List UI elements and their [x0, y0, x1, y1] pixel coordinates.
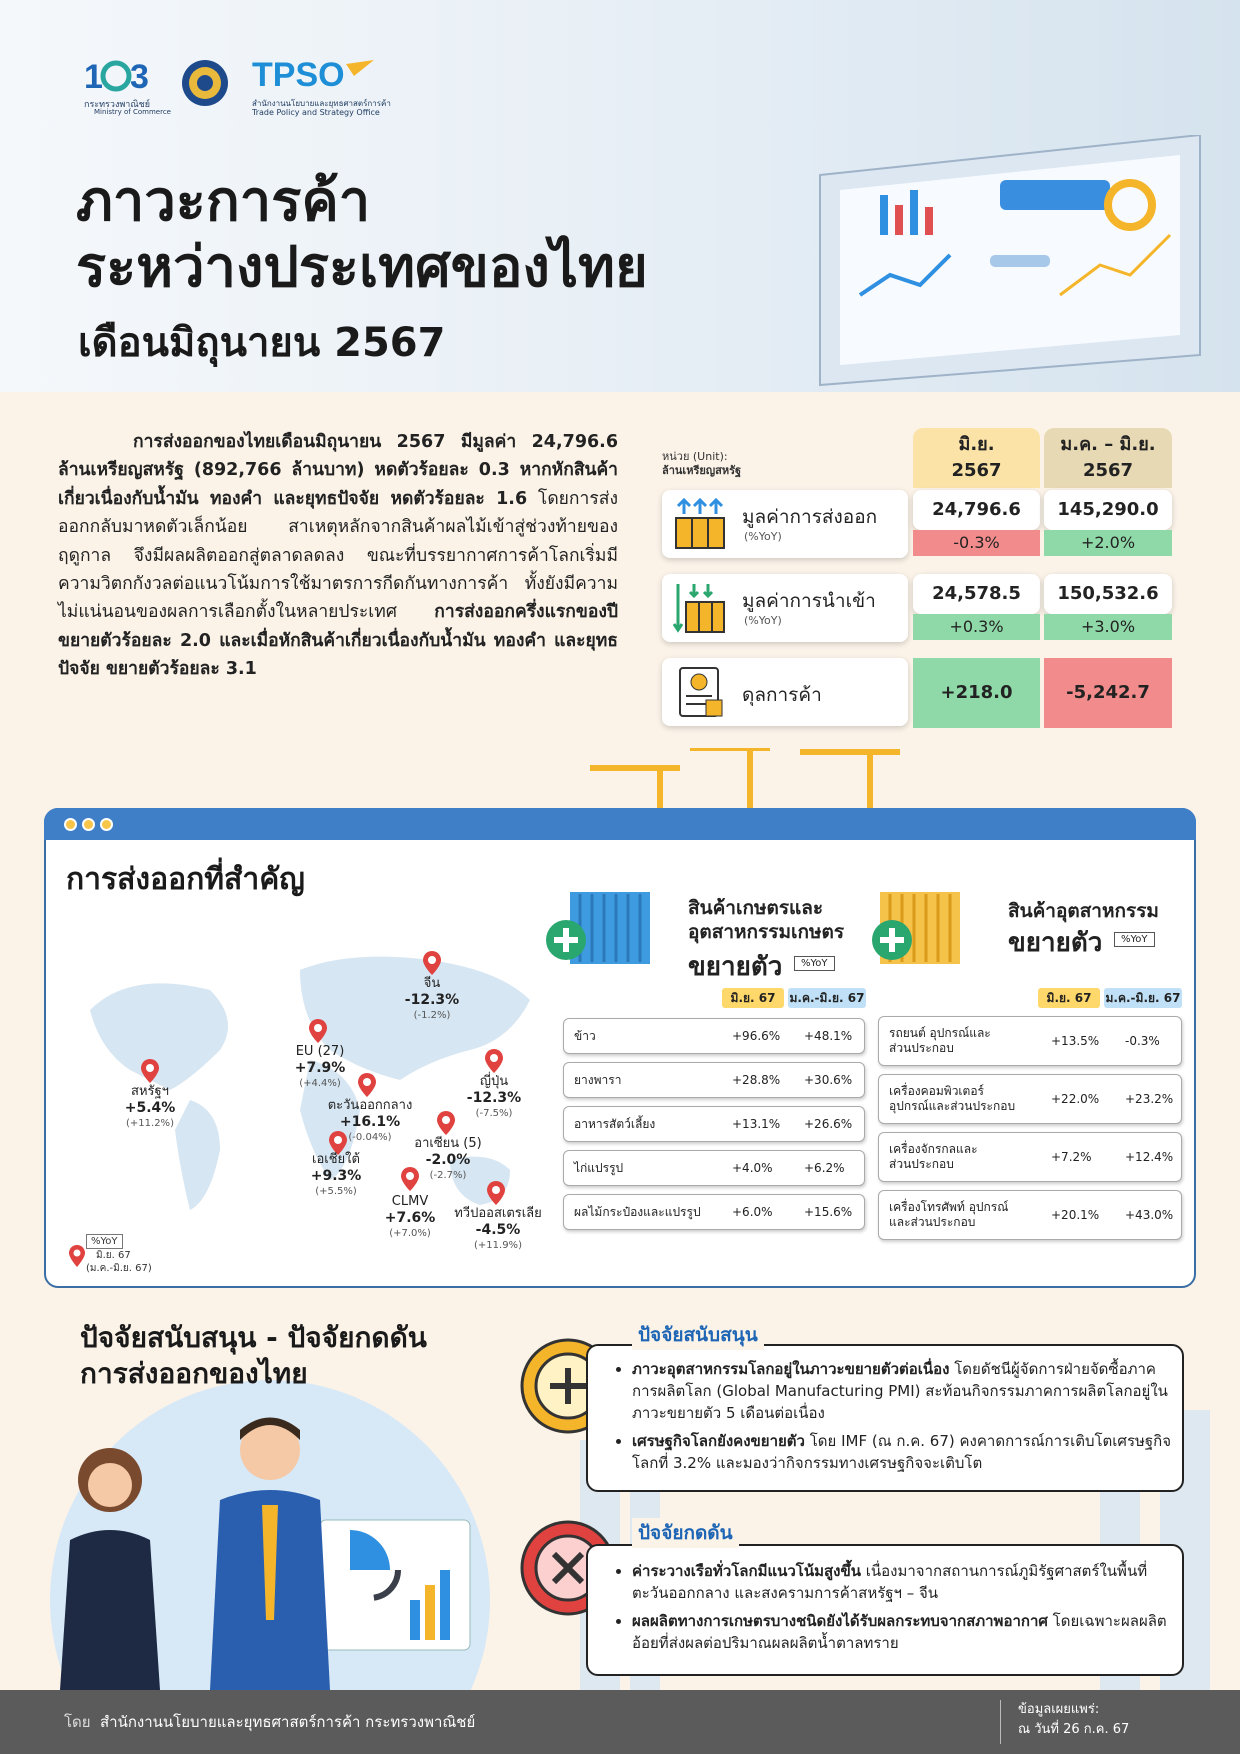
window-dot-1-icon [64, 818, 77, 831]
pressure-item [632, 1610, 1174, 1654]
import-value-jun: 24,578.5 [913, 574, 1040, 614]
map-legend-jun: มิ.ย. 67 [96, 1250, 131, 1261]
moc-logo-sub: Ministry of Commerce [94, 108, 171, 116]
support-item [632, 1358, 1174, 1424]
footer-divider [1000, 1700, 1001, 1744]
page-title-line3: เดือนมิถุนายน 2567 [78, 320, 446, 366]
page-title-line1: ภาวะการค้า [76, 169, 371, 234]
import-label: มูลค่าการนำเข้า [742, 590, 876, 612]
balance-value-jun: +218.0 [913, 658, 1040, 728]
unit-line1: หน่วย (Unit): [662, 450, 728, 463]
market-eu-ytd: (+4.4%) [299, 1078, 341, 1089]
agri-item-fruit [563, 1194, 865, 1230]
support-item [632, 1430, 1174, 1474]
import-value-ytd: 150,532.6 [1044, 574, 1172, 614]
market-australia-name: ทวีปออสเตรเลีย [454, 1206, 542, 1221]
footer-pub-l2: ณ วันที่ 26 ก.ค. 67 [1018, 1722, 1130, 1737]
pressure-item-1-text: เนื่องมาจากสถานการณ์ภูมิรัฐศาสตร์ในพื้นที่ตะวันออกกลาง และสงครามการค้าสหรัฐฯ – จีน [632, 1562, 1148, 1602]
ind-item-jun: +20.1% [1051, 1208, 1100, 1222]
col-header-jan-jun-l1: ม.ค. – มิ.ย. [1060, 434, 1156, 455]
agri-title-l3: ขยายตัว [688, 952, 783, 982]
support-item-1-bold: ภาวะอุตสาหกรรมโลกอยู่ในภาวะขยายตัวต่อเนื่อง [632, 1360, 950, 1378]
agri-yoy-tag: %YoY [794, 956, 835, 971]
ind-item-name-l2: ส่วนประกอบ [889, 1157, 954, 1171]
pressure-item-2-bold: ผลผลิตทางการเกษตรบางชนิดยังได้รับผลกระทบจากสภาพอากาศ [632, 1612, 1048, 1630]
market-japan-ytd: (-7.5%) [475, 1108, 513, 1119]
map-legend [86, 1234, 152, 1275]
market-south-asia-value: +9.3% [310, 1168, 362, 1184]
ind-item-name [889, 1133, 978, 1181]
market-middle-east-name: ตะวันออกกลาง [327, 1098, 413, 1113]
import-sub: (%YoY) [744, 614, 782, 627]
agri-item-name: ผลไม้กระป๋องและแปรรูป [574, 1204, 701, 1219]
market-japan-value: -12.3% [466, 1090, 522, 1106]
market-asean-name: อาเซียน (5) [414, 1136, 482, 1151]
market-asean [408, 1136, 488, 1184]
market-middle-east-value: +16.1% [339, 1114, 401, 1130]
ind-item-auto [878, 1016, 1182, 1066]
agri-container-icon [540, 880, 660, 970]
moc-logo [82, 52, 162, 102]
agri-item-ytd: +6.2% [804, 1161, 845, 1175]
market-eu [290, 1044, 350, 1092]
tpso-logo-en: Trade Policy and Strategy Office [252, 108, 380, 117]
ind-item-name-l2: และส่วนประกอบ [889, 1215, 976, 1229]
col-header-jan-jun-l2: 2567 [1082, 460, 1134, 481]
moc-logo-text: กระทรวงพาณิชย์ [84, 100, 151, 110]
support-item-2-text: โดย IMF (ณ ก.ค. 67) คงคาดการณ์การเติบโตเศรษฐกิจโลกที่ 3.2% และมองว่ากิจกรรมทางเศรษฐกิจจะเติบโต [632, 1432, 1172, 1472]
support-item-1-text: โดยดัชนีผู้จัดการฝ่ายจัดซื้อภาคการผลิตโลก (Global Manufacturing PMI) สะท้อนกิจกรรมภาคการผลิตโลกอยู่ในภาวะขยายตัว 5 เดือนต่อเนื่อง [632, 1360, 1168, 1422]
map-legend-ytd: (ม.ค.-มิ.ย. 67) [86, 1263, 152, 1274]
market-australia-ytd: (+11.9%) [474, 1240, 522, 1251]
market-asean-value: -2.0% [425, 1152, 471, 1168]
market-china [402, 976, 462, 1024]
ind-item-ytd: -0.3% [1125, 1034, 1160, 1048]
pressure-item-2-text: โดยเฉพาะผลผลิตอ้อยที่ส่งผลต่อปริมาณผลผลิตน้ำตาลทราย [632, 1612, 1167, 1652]
ind-item-name [889, 1017, 991, 1065]
pin-eu-icon [308, 1018, 328, 1044]
agri-item-ytd: +15.6% [804, 1205, 853, 1219]
ind-col-ytd: ม.ค.-มิ.ย. 67 [1104, 988, 1182, 1008]
import-change-ytd: +3.0% [1044, 614, 1172, 640]
agri-item-name: ยางพารา [574, 1072, 622, 1087]
market-china-name: จีน [423, 976, 441, 991]
ind-item-jun: +7.2% [1051, 1150, 1092, 1164]
agri-title [688, 896, 844, 944]
ind-item-ytd: +23.2% [1125, 1092, 1174, 1106]
pressure-header: ปัจจัยกดดัน [632, 1518, 739, 1548]
agri-item-name: อาหารสัตว์เลี้ยง [574, 1116, 656, 1131]
ind-item-name-l1: รถยนต์ อุปกรณ์และ [889, 1026, 991, 1040]
ministry-seal-icon [180, 56, 230, 110]
intro-paragraph [58, 428, 618, 684]
market-clmv-name: CLMV [391, 1194, 429, 1209]
agri-item-ytd: +26.6% [804, 1117, 853, 1131]
pin-asean-icon [436, 1110, 456, 1136]
intro-body: โดยการส่งออกกลับมาหดตัวเล็กน้อย สาเหตุหลักจากสินค้าผลไม้เข้าสู่ช่วงท้ายของฤดูกาล จึงมีผลผลิตออกสู่ตลาดลดลง ขณะที่บรรยากาศการค้าโลกเริ่มมีความวิตกกังวลต่อแนวโน้มการใช้มาตรการกีดกันทางการค้า ทั้งยังมีความไม่แน่นอนของผลการเลือกตั้งในหลายประเทศ [58, 488, 618, 623]
ind-item-jun: +13.5% [1051, 1034, 1100, 1048]
market-south-asia-ytd: (+5.5%) [315, 1186, 357, 1197]
ind-col-jun: มิ.ย. 67 [1038, 988, 1100, 1008]
agri-title-l2: อุตสาหกรรมเกษตร [688, 921, 845, 943]
ind-item-name-l2: อุปกรณ์และส่วนประกอบ [889, 1099, 1016, 1113]
ind-item-ytd: +43.0% [1125, 1208, 1174, 1222]
laptop-dashboard-illustration [780, 135, 1220, 390]
market-asean-ytd: (-2.7%) [429, 1170, 467, 1181]
agri-item-jun: +28.8% [732, 1073, 781, 1087]
agri-item-name: ข้าว [574, 1028, 596, 1043]
col-header-jun-l1: มิ.ย. [958, 434, 995, 455]
map-legend-yoy: %YoY [86, 1234, 123, 1249]
market-clmv-ytd: (+7.0%) [389, 1228, 431, 1239]
ind-item-name-l2: ส่วนประกอบ [889, 1041, 954, 1055]
agri-item-rice [563, 1018, 865, 1054]
market-clmv [380, 1194, 440, 1242]
export-icon [672, 496, 728, 552]
footer-pub-l1: ข้อมูลเผยแพร่: [1018, 1702, 1100, 1717]
market-usa-name: สหรัฐฯ [131, 1084, 169, 1099]
market-japan [464, 1074, 524, 1122]
col-header-jan-jun [1044, 428, 1172, 488]
support-header: ปัจจัยสนับสนุน [632, 1320, 764, 1350]
business-people-illustration [40, 1410, 480, 1690]
pin-japan-icon [484, 1048, 504, 1074]
market-usa-ytd: (+11.2%) [126, 1118, 174, 1129]
market-australia-value: -4.5% [475, 1222, 521, 1238]
market-clmv-value: +7.6% [384, 1210, 436, 1226]
window-dot-2-icon [82, 818, 95, 831]
export-change-jun: -0.3% [913, 530, 1040, 556]
import-change-jun: +0.3% [913, 614, 1040, 640]
ind-item-machinery [878, 1132, 1182, 1182]
market-china-ytd: (-1.2%) [413, 1010, 451, 1021]
col-header-jun-l2: 2567 [951, 460, 1002, 481]
market-south-asia [306, 1152, 366, 1200]
agri-item-rubber [563, 1062, 865, 1098]
legend-pin-icon [68, 1244, 86, 1268]
window-dot-3-icon [100, 818, 113, 831]
key-exports-title: การส่งออกที่สำคัญ [66, 862, 305, 897]
export-sub: (%YoY) [744, 530, 782, 543]
agri-col-ytd: ม.ค.-มิ.ย. 67 [788, 988, 866, 1008]
tpso-logo-th: สำนักงานนโยบายและยุทธศาสตร์การค้า [252, 99, 391, 108]
agri-item-jun: +4.0% [732, 1161, 773, 1175]
tpso-logo [250, 54, 380, 94]
ind-title-l1: สินค้าอุตสาหกรรม [1008, 900, 1159, 922]
export-value-jun: 24,796.6 [913, 490, 1040, 530]
agri-item-chicken [563, 1150, 865, 1186]
market-usa [120, 1084, 180, 1132]
export-label: มูลค่าการส่งออก [742, 506, 878, 528]
moc-103-emblem-icon [82, 52, 162, 102]
pin-china-icon [422, 950, 442, 976]
svg-text:3: 3 [130, 58, 149, 96]
market-australia [450, 1206, 546, 1254]
market-eu-value: +7.9% [294, 1060, 346, 1076]
factors-title-l1: ปัจจัยสนับสนุน - ปัจจัยกดดัน [80, 1321, 427, 1354]
market-china-value: -12.3% [404, 992, 460, 1008]
pressure-item [632, 1560, 1174, 1604]
ind-item-name [889, 1191, 1008, 1239]
svg-text:1: 1 [84, 58, 103, 96]
agri-item-jun: +6.0% [732, 1205, 773, 1219]
balance-label: ดุลการค้า [742, 684, 822, 706]
ind-item-name [889, 1075, 1015, 1123]
intro-bold-end: การส่งออกครึ่งแรกของปีขยายตัวร้อยละ 2.0 และเมื่อหักสินค้าเกี่ยวเนื่องกับน้ำมัน ทองคำ และยุทธปัจจัย ขยายตัวร้อยละ 3.1 [58, 602, 618, 680]
pin-middle-east-icon [357, 1072, 377, 1098]
agri-item-jun: +13.1% [732, 1117, 781, 1131]
ind-item-ytd: +12.4% [1125, 1150, 1174, 1164]
export-change-ytd: +2.0% [1044, 530, 1172, 556]
market-usa-value: +5.4% [124, 1100, 176, 1116]
ind-item-name-l1: เครื่องโทรศัพท์ อุปกรณ์ [889, 1200, 1009, 1214]
agri-item-ytd: +30.6% [804, 1073, 853, 1087]
agri-item-ytd: +48.1% [804, 1029, 853, 1043]
ind-item-jun: +22.0% [1051, 1092, 1100, 1106]
ind-title-l2: ขยายตัว [1008, 928, 1103, 958]
ind-item-name-l1: เครื่องคอมพิวเตอร์ [889, 1084, 984, 1098]
ind-item-name-l1: เครื่องจักรกลและ [889, 1142, 978, 1156]
pressure-list [614, 1560, 1174, 1660]
footer-by: โดย [64, 1713, 91, 1731]
industrial-container-icon [860, 880, 996, 970]
col-header-jun [913, 428, 1040, 488]
agri-item-name: ไก่แปรรูป [574, 1160, 624, 1175]
key-exports-panel-titlebar [44, 808, 1196, 840]
support-item-2-bold: เศรษฐกิจโลกยังคงขยายตัว [632, 1432, 805, 1450]
footer-org: สำนักงานนโยบายและยุทธศาสตร์การค้า กระทรวงพาณิชย์ [100, 1713, 476, 1731]
market-south-asia-name: เอเชียใต้ [312, 1152, 360, 1167]
market-middle-east-ytd: (-0.04%) [348, 1132, 392, 1143]
support-list [614, 1358, 1174, 1480]
ind-yoy-tag: %YoY [1114, 932, 1155, 947]
market-japan-name: ญี่ปุ่น [479, 1074, 509, 1089]
ind-item-phone [878, 1190, 1182, 1240]
unit-line2: ล้านเหรียญสหรัฐ [662, 464, 742, 477]
export-value-ytd: 145,290.0 [1044, 490, 1172, 530]
footer-pub [1018, 1700, 1129, 1740]
agri-title-l1: สินค้าเกษตรและ [688, 897, 824, 919]
ind-item-computer [878, 1074, 1182, 1124]
page-title-line2: ระหว่างประเทศของไทย [76, 235, 648, 300]
market-eu-name: EU (27) [295, 1044, 345, 1059]
factors-title-l2: การส่งออกของไทย [80, 1357, 308, 1390]
balance-value-ytd: -5,242.7 [1044, 658, 1172, 728]
agri-item-jun: +96.6% [732, 1029, 781, 1043]
pin-clmv-icon [400, 1166, 420, 1192]
tpso-logo-text: TPSO [252, 56, 345, 94]
pin-australia-icon [486, 1180, 506, 1206]
agri-item-petfood [563, 1106, 865, 1142]
intro-bold-lead: การส่งออกของไทยเดือนมิถุนายน 2567 มีมูลค่า 24,796.6 ล้านเหรียญสหรัฐ (892,766 ล้านบาท) หดตัวร้อยละ 0.3 หากหักสินค้าเกี่ยวเนื่องกับน้ำมัน ทองคำ และยุทธปัจจัย หดตัวร้อยละ 1.6 [58, 432, 618, 509]
pin-usa-icon [140, 1058, 160, 1084]
pressure-item-1-bold: ค่าระวางเรือทั่วโลกมีแนวโน้มสูงขึ้น [632, 1562, 861, 1580]
import-icon [672, 580, 728, 636]
agri-col-jun: มิ.ย. 67 [722, 988, 784, 1008]
unit-label [662, 450, 741, 478]
balance-doc-icon [672, 664, 728, 720]
